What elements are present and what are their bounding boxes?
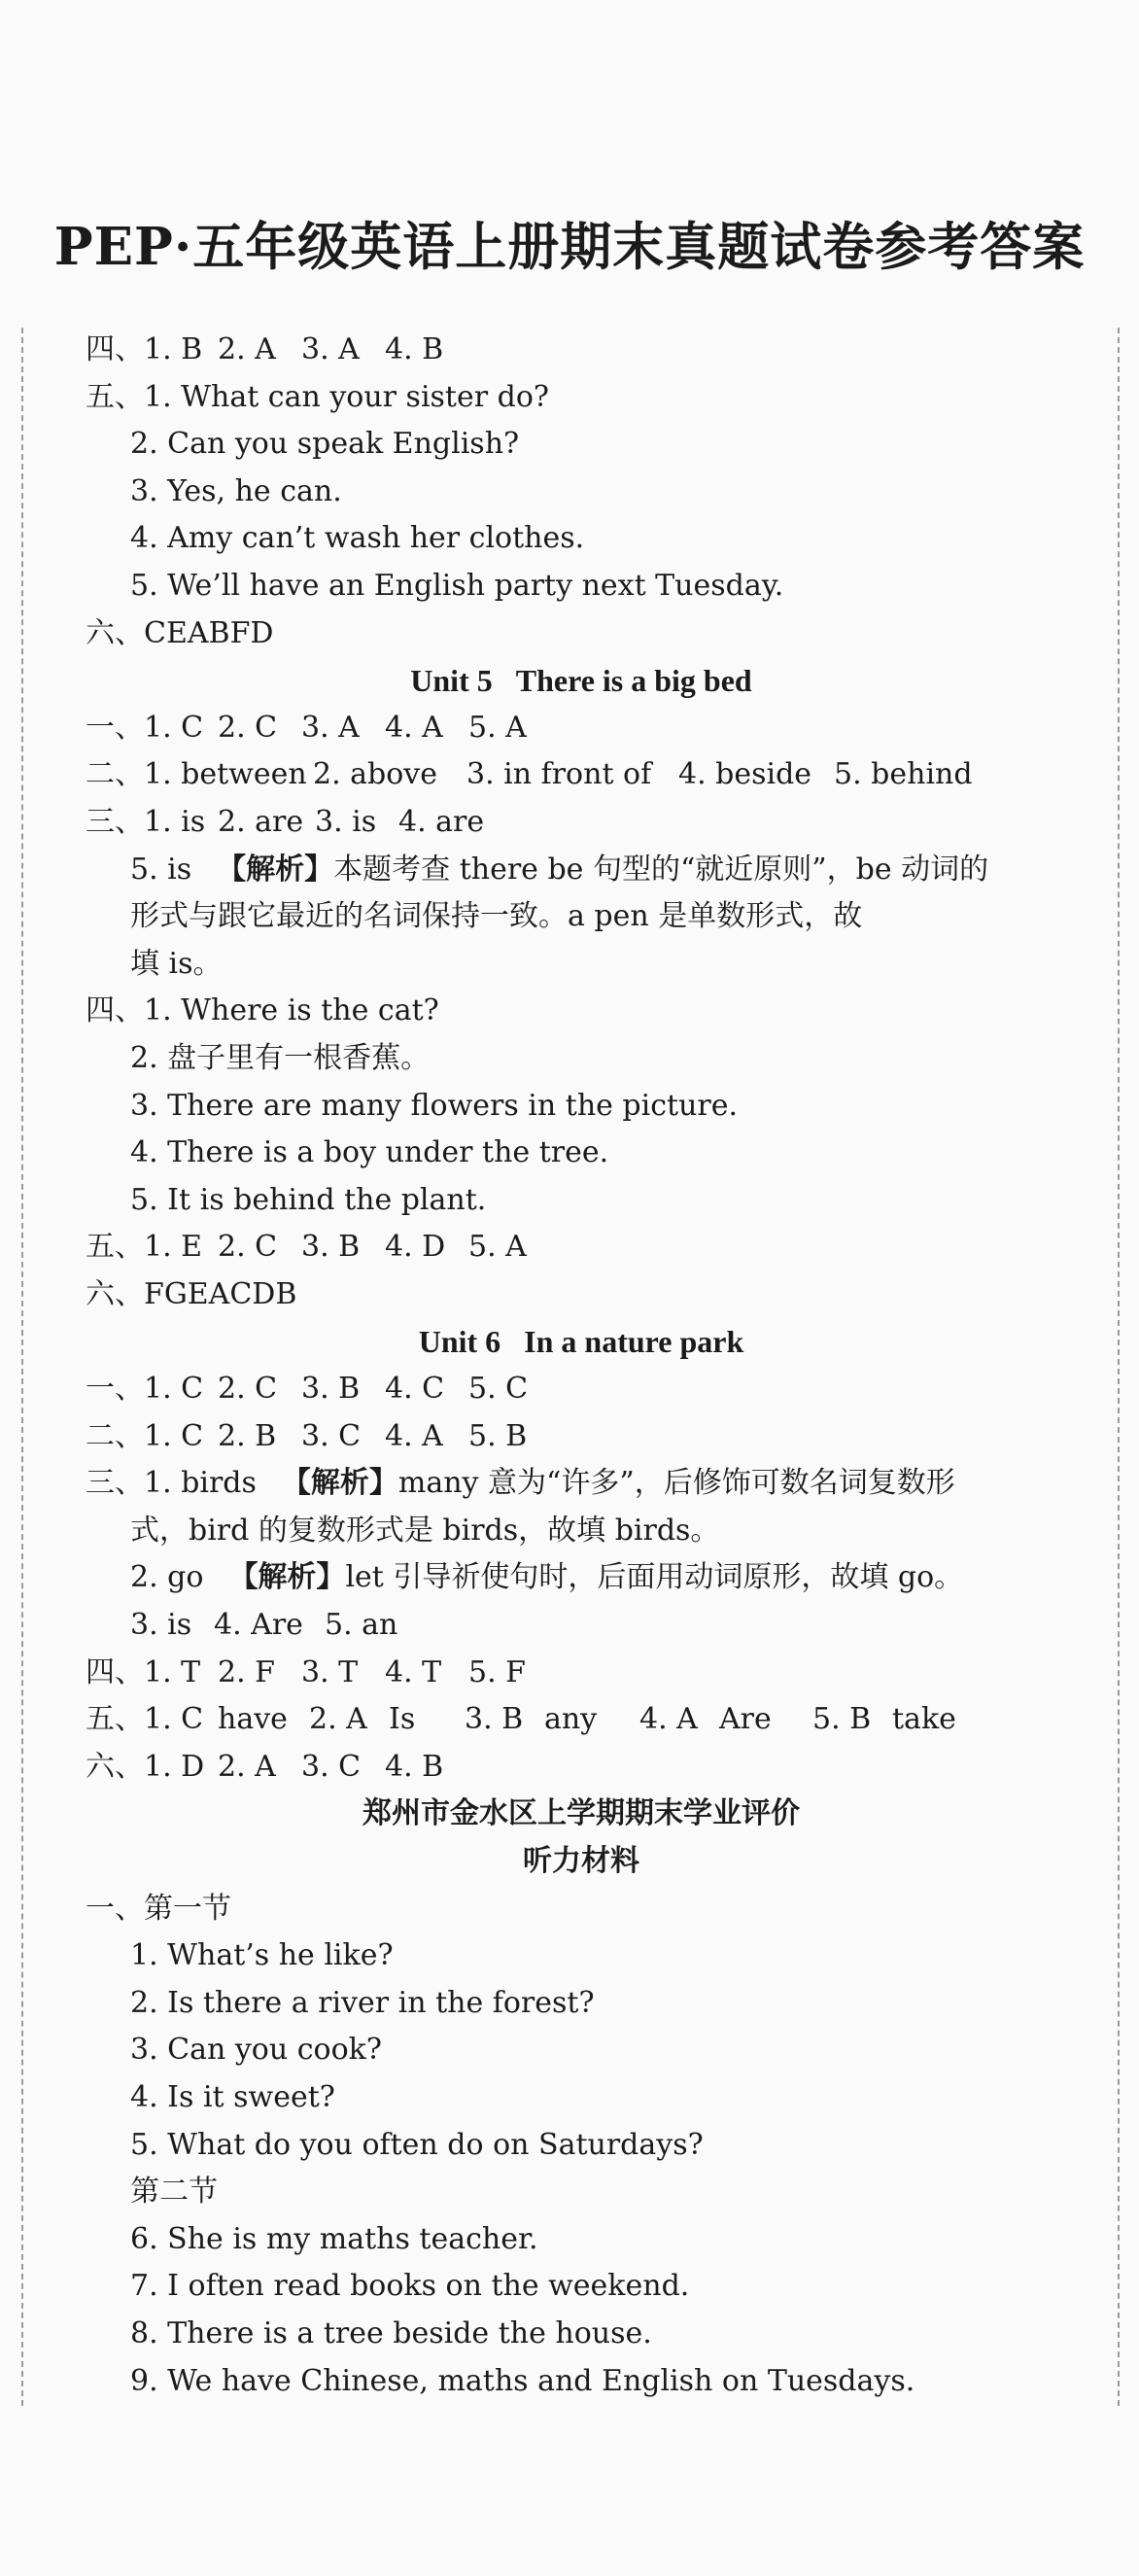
answer-row: 四、1. Where is the cat? — [86, 993, 439, 1028]
section-label: 一、第一节 — [86, 1891, 231, 1926]
unit-5-heading: Unit 5 There is a big bed — [410, 663, 752, 699]
left-dashed-margin — [21, 328, 23, 2406]
answer-row: 五、1. C have 2. A Is 3. B any 4. A Are 5. B take — [86, 1702, 956, 1737]
analysis-tag: 【解析】 — [281, 1466, 398, 1501]
answer-row: 2. go 【解析】let 引导祈使句时，后面用动词原形，故填 go。 — [130, 1560, 964, 1595]
answer-row: 三、1. is 2. are 3. is 4. are — [86, 804, 485, 839]
section-label: 第二节 — [130, 2175, 218, 2210]
answer-row: 3. There are many flowers in the picture. — [130, 1088, 739, 1123]
answer-row: 3. Yes, he can. — [130, 473, 342, 508]
answer-row: 四、1. T 2. F 3. T 4. T 5. F — [86, 1654, 526, 1689]
answer-row: 填 is。 — [130, 946, 223, 981]
answer-row: 二、1. C 2. B 3. C 4. A 5. B — [86, 1418, 528, 1453]
answer-row: 形式与跟它最近的名词保持一致。a pen 是单数形式，故 — [130, 899, 863, 934]
exam-heading: 郑州市金水区上学期期末学业评价 — [362, 1796, 800, 1831]
analysis-tag: 【解析】 — [228, 1560, 346, 1595]
answer-row: 式，bird 的复数形式是 birds，故填 birds。 — [130, 1513, 720, 1548]
answer-row: 三、1. birds 【解析】many 意为“许多”，后修饰可数名词复数形 — [86, 1466, 955, 1501]
listening-item: 2. Is there a river in the forest? — [130, 1985, 595, 2020]
analysis-tag: 【解析】 — [217, 852, 334, 887]
answer-row: 5. We’ll have an English party next Tuesday. — [130, 568, 784, 603]
answer-key-body — [86, 327, 1077, 2405]
right-dashed-margin — [1118, 328, 1120, 2406]
answer-row: 六、CEABFD — [86, 615, 274, 650]
answer-row: 五、1. What can your sister do? — [86, 379, 549, 414]
answer-row: 一、1. C 2. C 3. B 4. C 5. C — [86, 1372, 529, 1407]
listening-item: 9. We have Chinese, maths and English on Tuesdays. — [130, 2363, 915, 2398]
answer-row: 4. Amy can’t wash her clothes. — [130, 521, 585, 556]
answer-row: 2. Can you speak English? — [130, 427, 520, 462]
answer-row: 六、FGEACDB — [86, 1276, 297, 1311]
answer-row: 五、1. E 2. C 3. B 4. D 5. A — [86, 1230, 527, 1265]
answer-row: 一、1. C 2. C 3. A 4. A 5. A — [86, 710, 527, 745]
unit-6-heading: Unit 6 In a nature park — [418, 1324, 744, 1360]
listening-item: 1. What’s he like? — [130, 1938, 394, 1973]
answer-row: 5. is 【解析】本题考查 there be 句型的“就近原则”，be 动词的 — [130, 852, 989, 887]
answer-row: 六、1. D 2. A 3. C 4. B — [86, 1749, 444, 1784]
listening-item: 4. Is it sweet? — [130, 2079, 335, 2114]
answer-row: 3. is 4. Are 5. an — [130, 1608, 398, 1643]
answer-row: 5. It is behind the plant. — [130, 1182, 487, 1217]
answer-row: 二、1. between 2. above 3. in front of 4. beside 5. behind — [86, 757, 973, 792]
listening-heading: 听力材料 — [523, 1844, 639, 1878]
listening-item: 5. What do you often do on Saturdays? — [130, 2127, 704, 2162]
listening-item: 8. There is a tree beside the house. — [130, 2315, 652, 2350]
page-title: PEP·五年级英语上册期末真题试卷参考答案 — [53, 217, 1086, 277]
answer-row: 4. There is a boy under the tree. — [130, 1135, 609, 1170]
listening-item: 3. Can you cook? — [130, 2033, 382, 2068]
answer-row: 四、1. B 2. A 3. A 4. B — [86, 332, 444, 366]
listening-item: 6. She is my maths teacher. — [130, 2221, 538, 2256]
answer-row: 2. 盘子里有一根香蕉。 — [130, 1040, 431, 1075]
listening-item: 7. I often read books on the weekend. — [130, 2269, 690, 2304]
